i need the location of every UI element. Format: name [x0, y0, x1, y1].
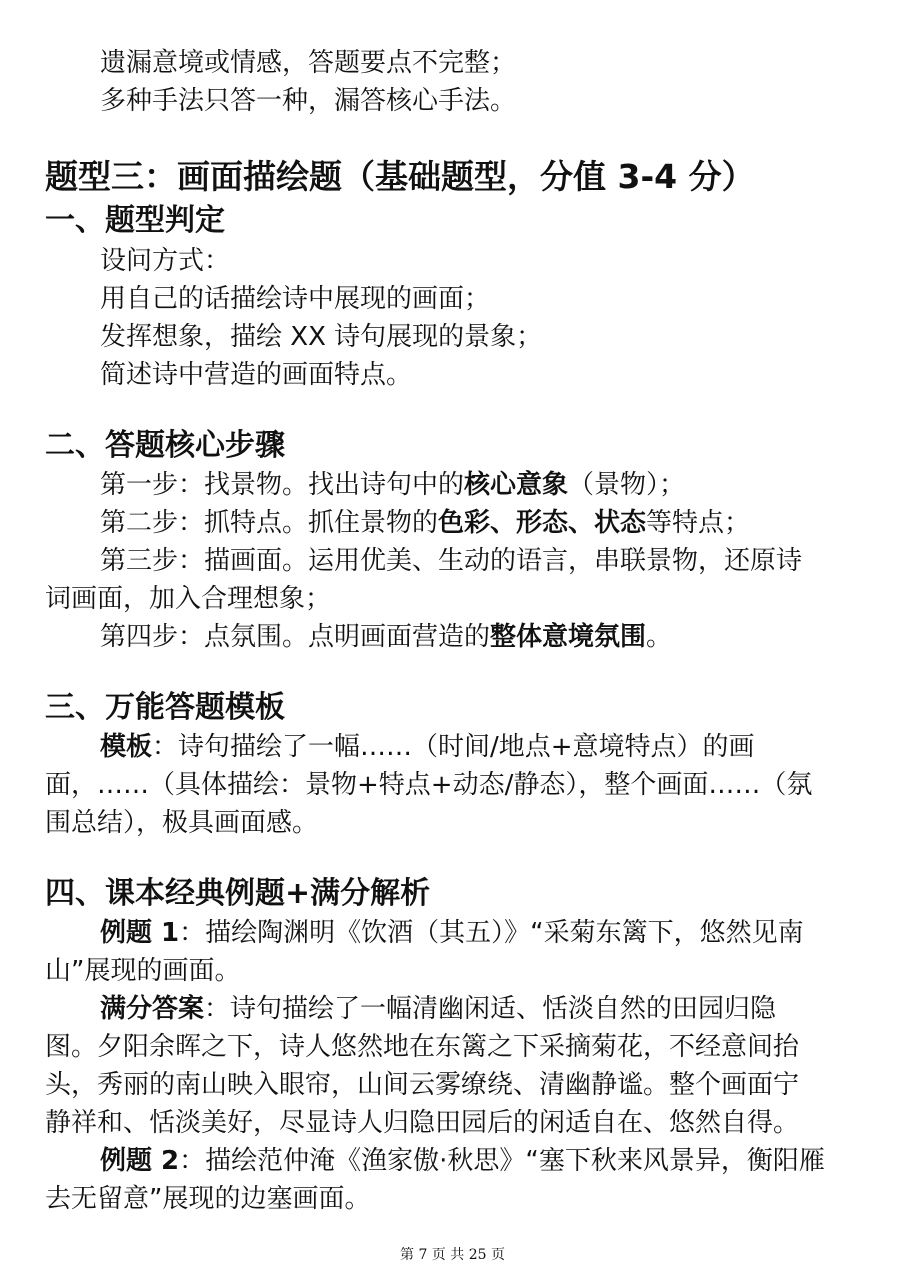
answer-line-4: 静祥和、恬淡美好，尽显诗人归隐田园后的闲适自在、悠然自得。	[45, 1108, 800, 1138]
answer-line-1	[100, 990, 776, 1028]
answer-line-2: 图。夕阳余晖之下，诗人悠然地在东篱之下采摘菊花，不经意间抬	[45, 1032, 800, 1062]
step-2-tail: 等特点；	[646, 508, 751, 538]
step-1	[100, 466, 685, 504]
template-line-2: 面，……（具体描绘：景物+特点+动态/静态），整个画面……（氛	[45, 770, 813, 800]
example-1-line-2: 山”展现的画面。	[45, 956, 241, 986]
answer-text-1: ：诗句描绘了一幅清幽闲适、恬淡自然的田园归隐	[204, 994, 777, 1024]
step-4-text: 第四步：点氛围。点明画面营造的	[100, 622, 491, 652]
step-1-tail: （景物）；	[568, 470, 686, 500]
part4-heading: 四、课本经典例题+满分解析	[45, 876, 431, 911]
step-2-text: 第二步：抓特点。抓住景物的	[100, 508, 439, 538]
step-4	[100, 618, 672, 656]
part3-heading: 三、万能答题模板	[45, 690, 285, 725]
step-4-tail: 。	[646, 622, 673, 652]
section-title: 题型三：画面描绘题（基础题型，分值 3-4 分）	[45, 157, 755, 196]
part1-line-1: 设问方式：	[100, 246, 231, 276]
example-2-text: ：描绘范仲淹《渔家傲·秋思》“塞下秋来风景异，衡阳雁	[179, 1146, 825, 1176]
step-2-emphasis: 色彩、形态、状态	[438, 508, 647, 538]
part1-heading: 一、题型判定	[45, 203, 225, 238]
example-1-text: ：描绘陶渊明《饮酒（其五）》“采菊东篱下，悠然见南	[179, 918, 804, 948]
part1-line-2: 用自己的话描绘诗中展现的画面；	[100, 284, 491, 314]
part1-line-4: 简述诗中营造的画面特点。	[100, 360, 413, 390]
example-2-line-1	[100, 1142, 825, 1180]
example-1-label: 例题 1	[100, 918, 180, 948]
step-1-emphasis: 核心意象	[464, 470, 569, 500]
step-1-text: 第一步：找景物。找出诗句中的	[100, 470, 465, 500]
intro-line-2: 多种手法只答一种，漏答核心手法。	[100, 86, 517, 116]
step-3-line-2: 词画面，加入合理想象；	[45, 584, 332, 614]
template-label: 模板	[100, 732, 153, 762]
step-4-emphasis: 整体意境氛围	[490, 622, 647, 652]
example-1-line-1	[100, 914, 804, 952]
step-3-line-1: 第三步：描画面。运用优美、生动的语言，串联景物，还原诗	[100, 546, 803, 576]
template-text-1: ：诗句描绘了一幅……（时间/地点+意境特点）的画	[152, 732, 755, 762]
example-2-label: 例题 2	[100, 1146, 180, 1176]
step-2	[100, 504, 750, 542]
answer-label: 满分答案	[100, 994, 205, 1024]
intro-line-1: 遗漏意境或情感，答题要点不完整；	[100, 48, 517, 78]
template-line-1	[100, 728, 755, 766]
part1-line-3: 发挥想象，描绘 XX 诗句展现的景象；	[100, 322, 543, 352]
part2-heading: 二、答题核心步骤	[45, 428, 285, 463]
answer-line-3: 头，秀丽的南山映入眼帘，山间云雾缭绕、清幽静谧。整个画面宁	[45, 1070, 800, 1100]
template-line-3: 围总结），极具画面感。	[45, 808, 319, 838]
example-2-line-2: 去无留意”展现的边塞画面。	[45, 1184, 371, 1214]
page-number-footer: 第 7 页 共 25 页	[400, 1247, 505, 1263]
